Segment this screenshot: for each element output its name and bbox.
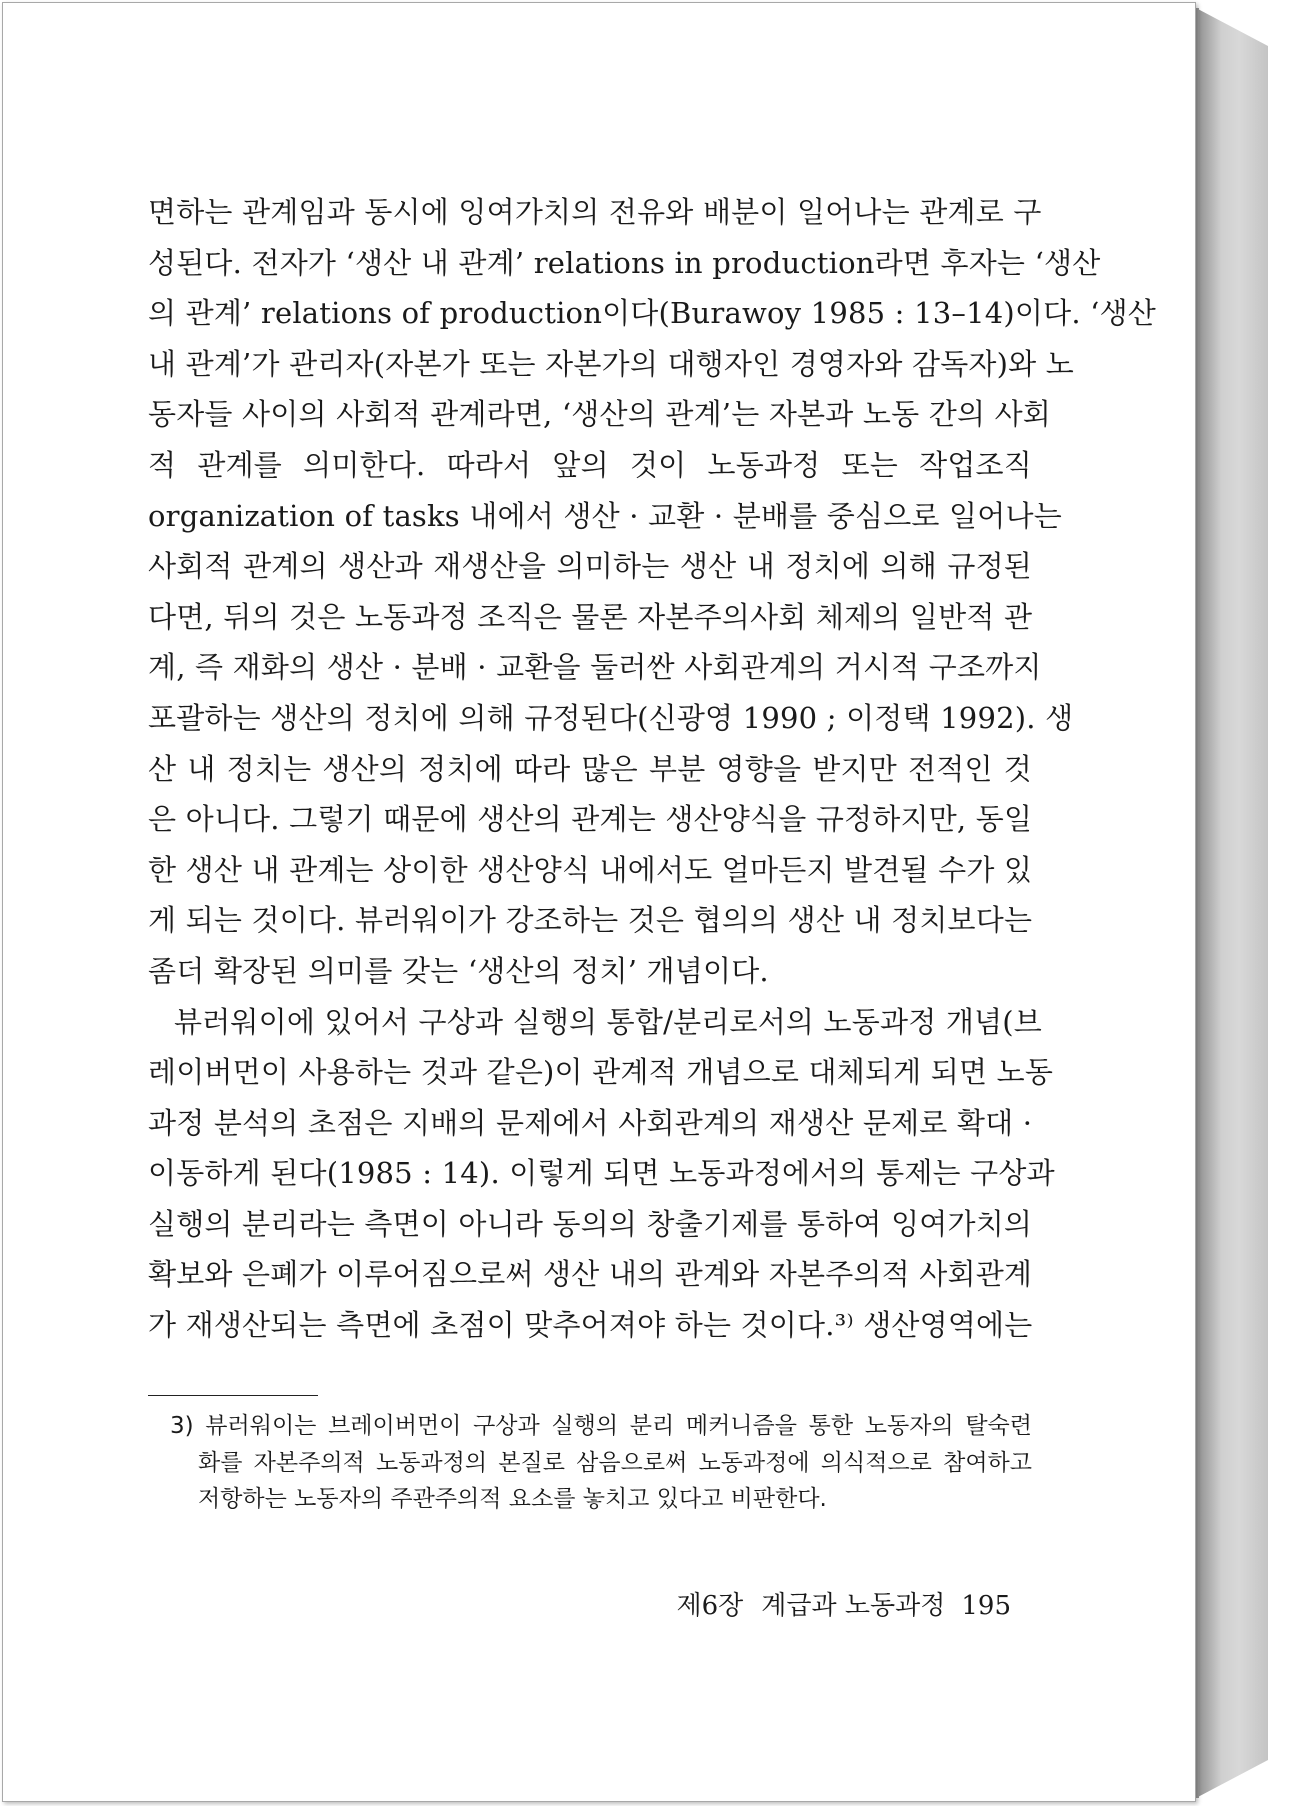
body-line: 포괄하는 생산의 정치에 의해 규정된다(신광영 1990 ; 이정택 1992). 생 (148, 700, 1074, 735)
body-line: 의 관계’ relations of production이다(Burawoy 1985 : 13–14)이다. ‘생산 (148, 296, 1157, 331)
body-line: organization of tasks 내에서 생산 · 교환 · 분배를 중심으로 일어나는 (148, 498, 1062, 533)
body-line: 사회적 관계의 생산과 재생산을 의미하는 생산 내 정치에 의해 규정된 (148, 549, 1032, 584)
footnote-line: 3) 뷰러워이는 브레이버먼이 구상과 실행의 분리 메커니즘을 통한 노동자의 탈숙련 (170, 1413, 1032, 1439)
body-line: 게 되는 것이다. 뷰러워이가 강조하는 것은 협의의 생산 내 정치보다는 (148, 903, 1033, 938)
body-line: 레이버먼이 사용하는 것과 같은)이 관계적 개념으로 대체되게 되면 노동 (148, 1055, 1054, 1090)
body-line: 이동하게 된다(1985 : 14). 이렇게 되면 노동과정에서의 통제는 구상과 (148, 1156, 1055, 1191)
body-text (148, 187, 1157, 1351)
body-line: 내 관계’가 관리자(자본가 또는 자본가의 대행자인 경영자와 감독자)와 노 (148, 346, 1074, 381)
body-line: 다면, 뒤의 것은 노동과정 조직은 물론 자본주의사회 체제의 일반적 관 (148, 599, 1033, 634)
body-line: 확보와 은폐가 이루어짐으로써 생산 내의 관계와 자본주의적 사회관계 (148, 1257, 1033, 1292)
body-line: 면하는 관계임과 동시에 잉여가치의 전유와 배분이 일어나는 관계로 구 (148, 195, 1042, 229)
body-line: 성된다. 전자가 ‘생산 내 관계’ relations in production라면 후자는 ‘생산 (148, 245, 1101, 280)
body-line: 적 관계를 의미한다. 따라서 앞의 것이 노동과정 또는 작업조직 (148, 447, 1032, 482)
body-line: 실행의 분리라는 측면이 아니라 동의의 창출기제를 통하여 잉여가치의 (148, 1206, 1033, 1241)
page-number: 195 (961, 1591, 1011, 1621)
footnote-line: 화를 자본주의적 노동과정의 본질로 삼음으로써 노동과정에 의식적으로 참여하고 (198, 1449, 1032, 1476)
body-line: 산 내 정치는 생산의 정치에 따라 많은 부분 영향을 받지만 전적인 것 (148, 751, 1032, 786)
chapter-label: 제6장 (676, 1591, 744, 1621)
paragraph-end-line: 좀더 확장된 의미를 갖는 ‘생산의 정치’ 개념이다. (148, 953, 769, 988)
body-line: 과정 분석의 초점은 지배의 문제에서 사회관계의 재생산 문제로 확대 · (148, 1105, 1033, 1140)
footnote (148, 1408, 1032, 1518)
footnote-line: 저항하는 노동자의 주관주의적 요소를 놓치고 있다고 비판한다. (198, 1486, 827, 1512)
body-line: 은 아니다. 그렇기 때문에 생산의 관계는 생산양식을 규정하지만, 동일 (148, 802, 1033, 837)
footnote-divider (148, 1395, 318, 1396)
book-spine-line (1196, 8, 1199, 1798)
body-line: 계, 즉 재화의 생산 · 분배 · 교환을 둘러싼 사회관계의 거시적 구조까지 (148, 650, 1042, 685)
body-line: 가 재생산되는 측면에 초점이 맞추어져야 하는 것이다.³⁾ 생산영역에는 (148, 1308, 1033, 1343)
body-line: 한 생산 내 관계는 상이한 생산양식 내에서도 얼마든지 발견될 수가 있 (148, 852, 1033, 887)
body-line: 동자들 사이의 사회적 관계라면, ‘생산의 관계’는 자본과 노동 간의 사회 (148, 397, 1052, 432)
paragraph-start-line: 뷰러워이에 있어서 구상과 실행의 통합/분리로서의 노동과정 개념(브 (174, 1004, 1042, 1039)
running-footer (677, 1585, 1012, 1622)
chapter-title: 계급과 노동과정 (761, 1591, 946, 1621)
book-spine-edge (1196, 8, 1268, 1798)
